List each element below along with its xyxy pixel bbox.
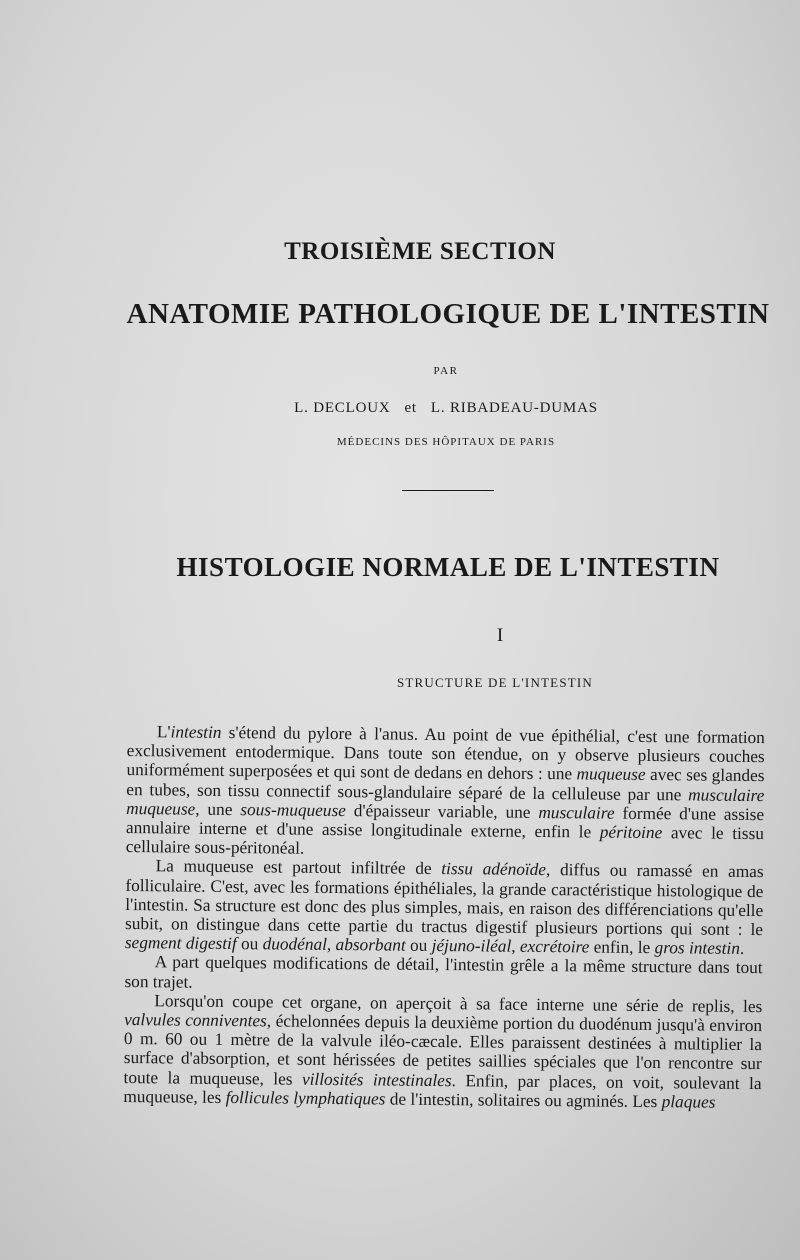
text-run: avec le tissu cellulaire sous-péritonéal. bbox=[125, 823, 765, 858]
body-paragraph bbox=[125, 856, 764, 958]
text-run: L' bbox=[156, 722, 171, 742]
italic-term: muqueuse bbox=[576, 764, 646, 785]
authors-line bbox=[46, 400, 800, 417]
text-run: ou bbox=[236, 934, 263, 954]
author-affiliation: MÉDECINS DES HÔPITAUX DE PARIS bbox=[336, 436, 556, 448]
text-run: avec ses glandes en tubes, son tissu connectif sous-glandulaire séparé de la celluleuse par une bbox=[126, 765, 765, 804]
main-title: ANATOMIE PATHOLOGIQUE DE L'INTESTIN bbox=[126, 298, 770, 330]
italic-term: musculaire bbox=[538, 802, 615, 823]
italic-term: plaques bbox=[661, 1092, 716, 1112]
author-decloux: L. DECLOUX bbox=[294, 400, 391, 416]
italic-term: villosités intestinales bbox=[301, 1069, 452, 1090]
section-title: TROISIÈME SECTION bbox=[284, 238, 556, 265]
italic-term: tissu adénoïde bbox=[441, 859, 547, 880]
text-run: , bbox=[326, 935, 336, 955]
text-run: enfin, le bbox=[589, 937, 655, 958]
italic-term: gros intestin bbox=[654, 938, 740, 959]
text-run: . Enfin, par places, on voit, soulevant la muqueuse, les bbox=[123, 1070, 762, 1107]
body-text bbox=[123, 722, 765, 1112]
text-run: s'étend du pylore à l'anus. Au point de vue épithélial, c'est une formation exclusivement entodermique. Dans toute son étendue, on y observe plusieurs couches uniformément superposées et qui sont de dedans en dehors : une bbox=[126, 722, 765, 784]
chapter-title: HISTOLOGIE NORMALE DE L'INTESTIN bbox=[176, 552, 720, 582]
text-run: ou bbox=[405, 935, 432, 956]
italic-term: segment digestif bbox=[124, 933, 237, 954]
text-run: , diffus ou ramassé en amas folliculaire. C'est, avec les formations épithéliales, la grande caractéristique histologique de l'intestin. Sa structure est donc des plus simples, mais, en raison des différenciations qu'elle subit, on distingue dans cette partie du tractus digestif plusieurs portions qui sont : le bbox=[124, 860, 764, 940]
text-run: , bbox=[511, 936, 521, 957]
author-conjunction: et bbox=[404, 400, 417, 416]
italic-term: valvules conniventes bbox=[124, 1010, 267, 1031]
text-run: A part quelques modifications de détail, l'intestin grêle a la même structure dans tout son trajet. bbox=[124, 952, 763, 992]
text-run: formée d'une assise annulaire interne et d'une assise longitudinale externe, enfin le bbox=[125, 803, 765, 842]
by-label: PAR bbox=[433, 365, 459, 377]
text-run: , échelonnées depuis la deuxième portion du duodénum jusqu'à environ 0 m. 60 ou 1 mètre de la valvule iléo-cæcale. Elles paraissent destinées à multiplier la surface d'absorption, et sont hérissées de petites saillies spéciales que l'on rencontre sur toute la muqueuse, les bbox=[123, 1011, 763, 1089]
body-paragraph bbox=[124, 952, 762, 997]
italic-term: sous-muqueuse bbox=[240, 799, 347, 820]
body-paragraph bbox=[123, 991, 762, 1112]
text-run: . bbox=[739, 939, 745, 959]
italic-term: excrétoire bbox=[519, 937, 590, 957]
italic-term: musculaire muqueuse bbox=[126, 784, 765, 819]
author-ribadeau-dumas: L. RIBADEAU-DUMAS bbox=[430, 400, 598, 416]
italic-term: absorbant bbox=[335, 935, 406, 955]
italic-term: intestin bbox=[170, 722, 222, 742]
text-run: , une bbox=[195, 799, 241, 819]
text-run: Lorsqu'on coupe cet organe, on aperçoit à sa face interne une série de replis, les bbox=[154, 991, 763, 1016]
divider-rule bbox=[402, 490, 494, 491]
body-paragraph bbox=[126, 722, 765, 863]
chapter-number: I bbox=[496, 625, 504, 646]
text-run: La muqueuse est partout infiltrée de bbox=[155, 856, 442, 879]
chapter-heading: STRUCTURE DE L'INTESTIN bbox=[396, 675, 594, 690]
text-run: de l'intestin, solitaires ou agminés. Les bbox=[385, 1089, 662, 1112]
italic-term: duodénal bbox=[262, 934, 328, 955]
text-run: d'épaisseur variable, une bbox=[345, 800, 539, 822]
italic-term: follicules lymphatiques bbox=[225, 1087, 386, 1109]
italic-term: péritoine bbox=[599, 822, 663, 843]
italic-term: jéjuno-iléal bbox=[431, 936, 512, 956]
